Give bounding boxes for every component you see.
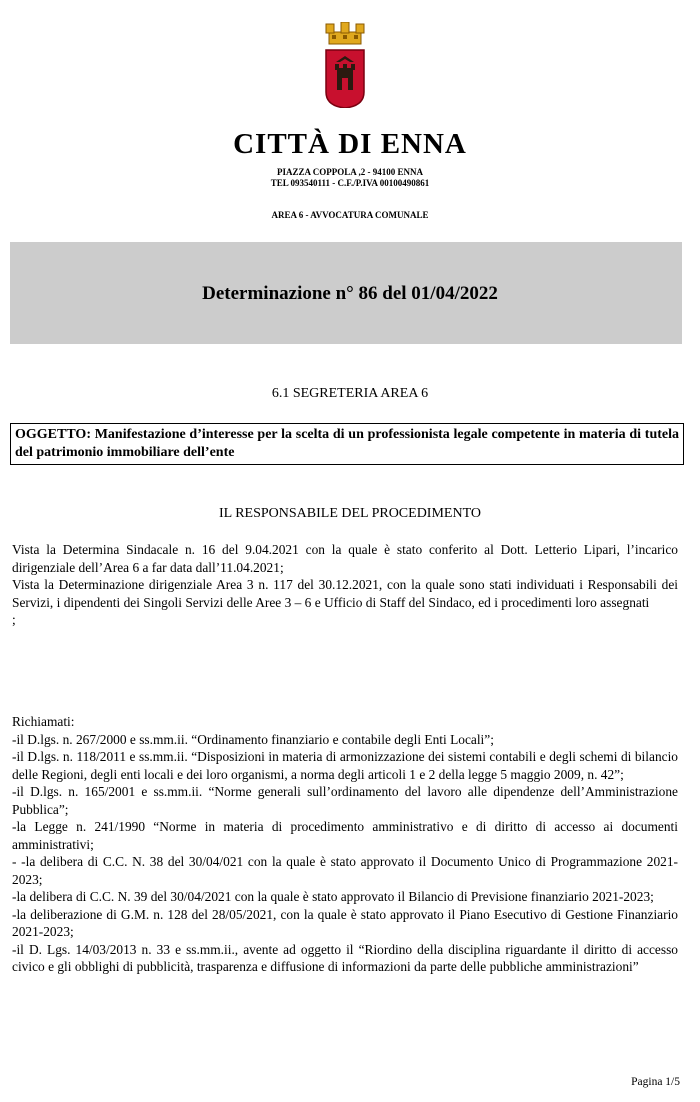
list-item: - -la delibera di C.C. N. 38 del 30/04/021 con la quale è stato approvato il Documento Unico di Programmazione 2021-2023; [12, 854, 678, 887]
richiamati-heading: Richiamati: [12, 714, 75, 729]
list-item: -il D.lgs. n. 118/2011 e ss.mm.ii. “Disposizioni in materia di armonizzazione dei sistemi contabili e degli schemi di bilancio delle Regioni, degli enti locali e dei loro organismi, a norma degli articoli 1 e 2 della legge 5 maggio 2009, n. 42”; [12, 749, 678, 782]
contacts-line: TEL 093540111 - C.F./P.IVA 00100490861 [270, 178, 430, 188]
intro-paragraphs [12, 541, 678, 629]
list-item: -la Legge n. 241/1990 “Norme in materia di procedimento amministrativo e di diritto di accesso ai documenti amministrativi; [12, 819, 678, 852]
address-line: PIAZZA COPPOLA ,2 - 94100 ENNA [276, 167, 423, 177]
list-item: -il D.lgs. n. 267/2000 e ss.mm.ii. “Ordinamento finanziario e contabile degli Enti Locali”; [12, 731, 494, 747]
list-item: -la deliberazione di G.M. n. 128 del 28/05/2021, con la quale è stato approvato il Piano Esecutivo di Gestione Finanziario 2021-2023; [12, 906, 678, 939]
list-item: -la delibera di C.C. N. 39 del 30/04/2021 con la quale è stato approvato il Bilancio di Previsione finanziario 2021-2023; [12, 889, 654, 904]
responsible-heading: IL RESPONSABILE DEL PROCEDIMENTO [219, 506, 481, 521]
address-block [0, 167, 700, 189]
list-item: -il D.lgs. n. 165/2001 e ss.mm.ii. “Norme generali sull’ordinamento del lavoro alle dipendenze dell’Amministrazione Pubblica”; [12, 784, 678, 817]
intro-paragraph: Vista la Determina Sindacale n. 16 del 9.04.2021 con la quale è stato conferito al Dott. Letterio Lipari, l’incarico dirigenziale dell’Area 6 a far data dall’11.04.2021; [12, 542, 678, 575]
richiamati-list [12, 713, 678, 976]
area-line: AREA 6 - AVVOCATURA COMUNALE [271, 210, 429, 220]
list-item: -il D. Lgs. 14/03/2013 n. 33 e ss.mm.ii., avente ad oggetto il “Riordino della disciplina riguardante il diritto di accesso civico e gli obblighi di pubblicità, trasparenza e diffusione di informazioni da parte delle pubbliche amministrazioni” [12, 941, 678, 974]
city-crest-icon [322, 22, 368, 108]
determination-title: Determinazione n° 86 del 01/04/2022 [202, 283, 498, 304]
intro-paragraph: Vista la Determinazione dirigenziale Area 3 n. 117 del 30.12.2021, con la quale sono stati individuati i Responsabili dei Servizi, i dipendenti dei Singoli Servizi delle Aree 3 – 6 e Ufficio di Staff del Sindaco, ed i procedimenti loro assegnati [12, 577, 678, 610]
intro-paragraph: ; [12, 612, 16, 627]
section-heading: 6.1 SEGRETERIA AREA 6 [271, 386, 429, 401]
subject-box: OGGETTO: Manifestazione d’interesse per la scelta di un professionista legale competente in materia di tutela del patrimonio immobiliare dell’ente [10, 423, 684, 465]
page-number: Pagina 1/5 [631, 1076, 680, 1088]
city-name: CITTÀ DI ENNA [233, 128, 467, 160]
